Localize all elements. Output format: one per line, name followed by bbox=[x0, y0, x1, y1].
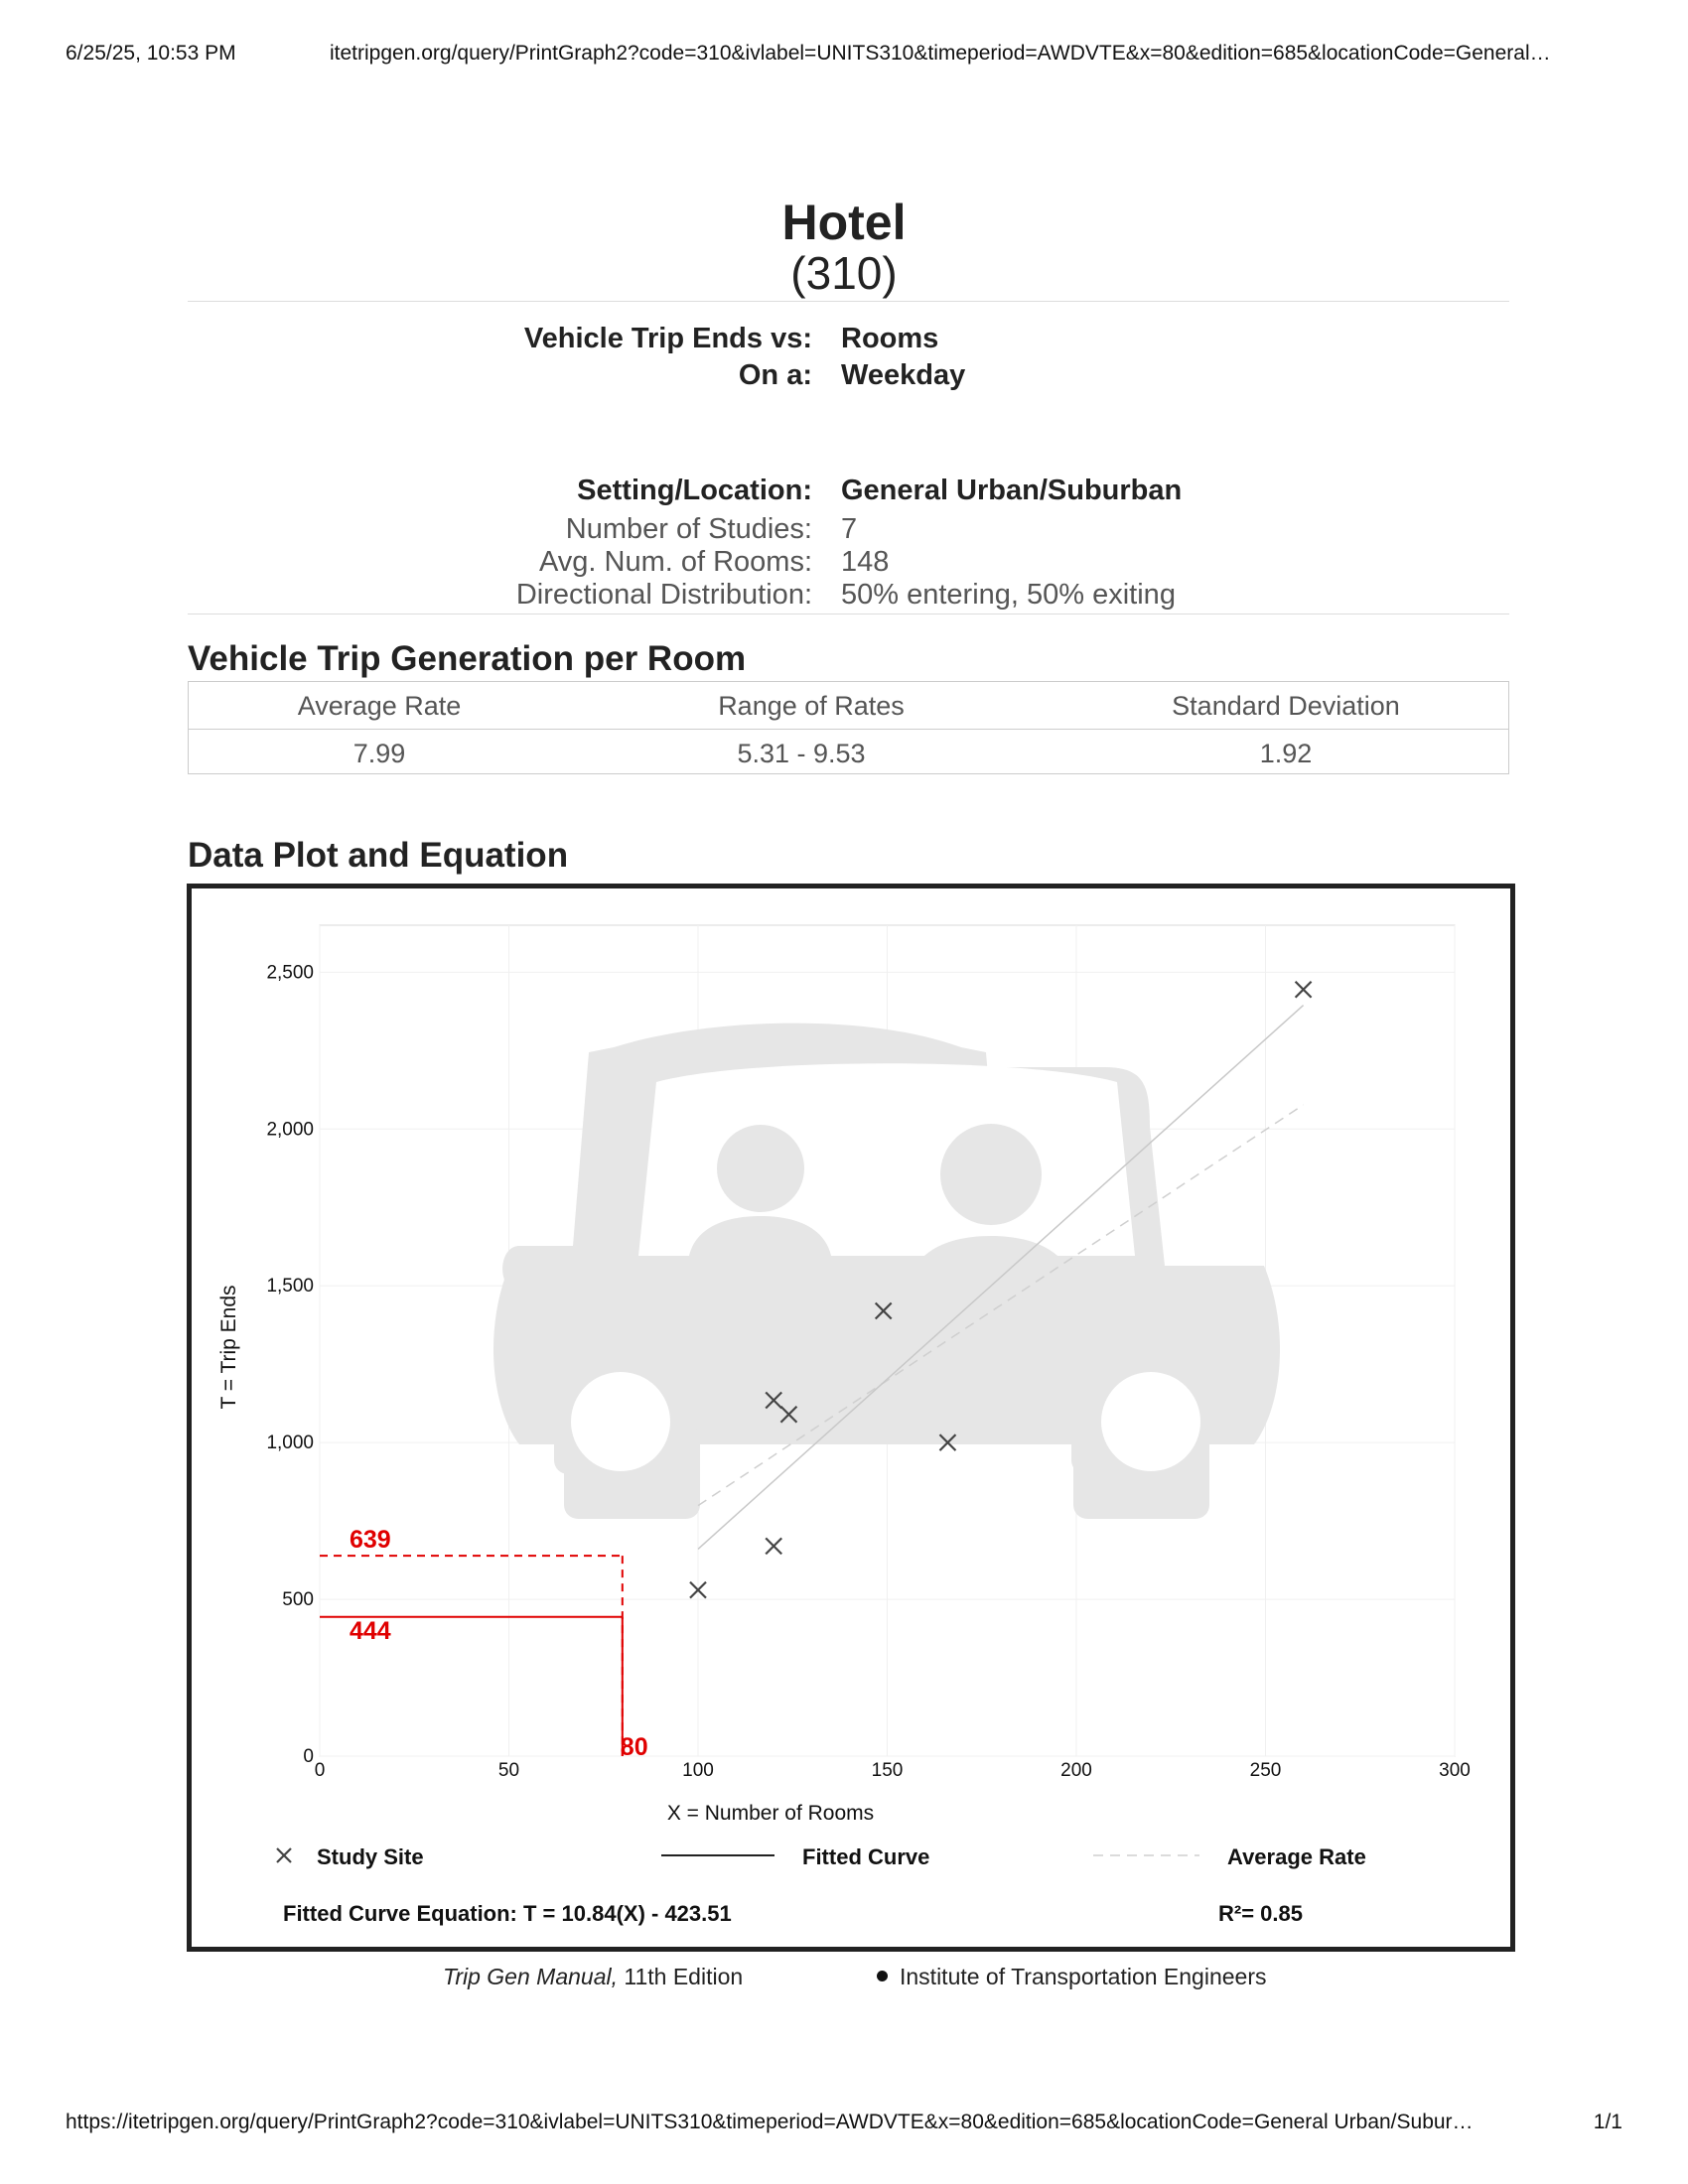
x-tick-label: 250 bbox=[1249, 1760, 1282, 1781]
rates-value-stddev: 1.92 bbox=[1259, 739, 1313, 768]
y-tick-labels bbox=[266, 962, 314, 1767]
org-name: Institute of Transportation Engineers bbox=[900, 1964, 1267, 1989]
rates-table bbox=[188, 681, 1509, 774]
y-tick-label: 0 bbox=[303, 1746, 314, 1767]
rates-header-stddev: Standard Deviation bbox=[1172, 691, 1400, 721]
x-axis-label: X = Number of Rooms bbox=[666, 1802, 875, 1825]
info-on-label: On a: bbox=[738, 359, 812, 391]
print-url[interactable]: itetripgen.org/query/PrintGraph2?code=310&ivlabel=UNITS310&timeperiod=AWDVTE&x=80&edition=685&locationCode=General… bbox=[330, 42, 1551, 65]
info-setting-label: Setting/Location: bbox=[577, 475, 812, 506]
info-studies-value: 7 bbox=[841, 513, 858, 545]
y-tick-label: 500 bbox=[282, 1589, 314, 1611]
rates-value-average: 7.99 bbox=[352, 739, 406, 768]
y-tick-label: 2,000 bbox=[266, 1119, 314, 1141]
info-on-value: Weekday bbox=[841, 359, 966, 391]
r-squared-value: R²= 0.85 bbox=[1218, 1901, 1303, 1926]
rates-header-average: Average Rate bbox=[297, 691, 462, 721]
y-tick-label: 2,500 bbox=[266, 962, 314, 984]
x-tick-label: 0 bbox=[314, 1760, 326, 1781]
x-tick-label: 50 bbox=[497, 1760, 520, 1781]
rates-header-row bbox=[189, 682, 1508, 730]
legend-study-site-icon bbox=[277, 1848, 291, 1862]
info-dir-label: Directional Distribution: bbox=[515, 579, 812, 611]
print-footer-url[interactable]: https://itetripgen.org/query/PrintGraph2?code=310&ivlabel=UNITS310&timeperiod=AWDVTE&x=80&edition=685&locationCode=General Urban/Subur… bbox=[66, 2111, 1474, 2133]
y-tick-label: 1,500 bbox=[266, 1276, 314, 1297]
chart-frame bbox=[187, 884, 1515, 1952]
x-tick-label: 100 bbox=[682, 1760, 714, 1781]
info-dir-value: 50% entering, 50% exiting bbox=[841, 579, 1176, 611]
plot-section-title: Data Plot and Equation bbox=[188, 836, 569, 875]
bullet-icon bbox=[877, 1971, 888, 1981]
estimate-average-label: 639 bbox=[350, 1526, 391, 1555]
info-setting-value: General Urban/Suburban bbox=[841, 475, 1183, 506]
estimate-x-label: 80 bbox=[620, 1733, 648, 1761]
info-avg-value: 148 bbox=[841, 546, 890, 578]
print-timestamp: 6/25/25, 10:53 PM bbox=[66, 42, 236, 65]
print-page-number: 1/1 bbox=[1593, 2111, 1622, 2133]
manual-name: Trip Gen Manual, bbox=[443, 1964, 618, 1989]
x-tick-label: 300 bbox=[1439, 1760, 1471, 1781]
info-vs-label: Vehicle Trip Ends vs: bbox=[523, 323, 812, 354]
rates-header-range: Range of Rates bbox=[718, 691, 905, 721]
manual-edition-note bbox=[443, 1964, 743, 1990]
estimate-fitted-label: 444 bbox=[350, 1616, 391, 1645]
legend-fitted-curve-label: Fitted Curve bbox=[802, 1844, 930, 1869]
x-tick-labels bbox=[315, 1760, 1471, 1781]
trip-generation-chart bbox=[192, 888, 1510, 1947]
page-title: Hotel bbox=[781, 195, 907, 250]
y-axis-label: T = Trip Ends bbox=[217, 1285, 240, 1410]
rates-title: Vehicle Trip Generation per Room bbox=[188, 639, 747, 678]
info-avg-label: Avg. Num. of Rooms: bbox=[538, 546, 812, 578]
x-tick-label: 150 bbox=[871, 1760, 904, 1781]
info-studies-label: Number of Studies: bbox=[565, 513, 812, 545]
legend bbox=[277, 1844, 1366, 1869]
x-tick-label: 200 bbox=[1060, 1760, 1092, 1781]
info-vs-value: Rooms bbox=[841, 323, 939, 354]
legend-study-site-label: Study Site bbox=[317, 1844, 424, 1869]
rates-value-range: 5.31 - 9.53 bbox=[737, 739, 866, 768]
title-divider bbox=[188, 301, 1509, 302]
manual-edition: 11th Edition bbox=[617, 1964, 744, 1989]
legend-average-rate-label: Average Rate bbox=[1227, 1844, 1366, 1869]
land-use-code: (310) bbox=[790, 247, 898, 299]
y-tick-label: 1,000 bbox=[266, 1433, 314, 1454]
fitted-curve-equation: Fitted Curve Equation: T = 10.84(X) - 423.51 bbox=[283, 1901, 732, 1926]
org-note bbox=[877, 1964, 1267, 1990]
